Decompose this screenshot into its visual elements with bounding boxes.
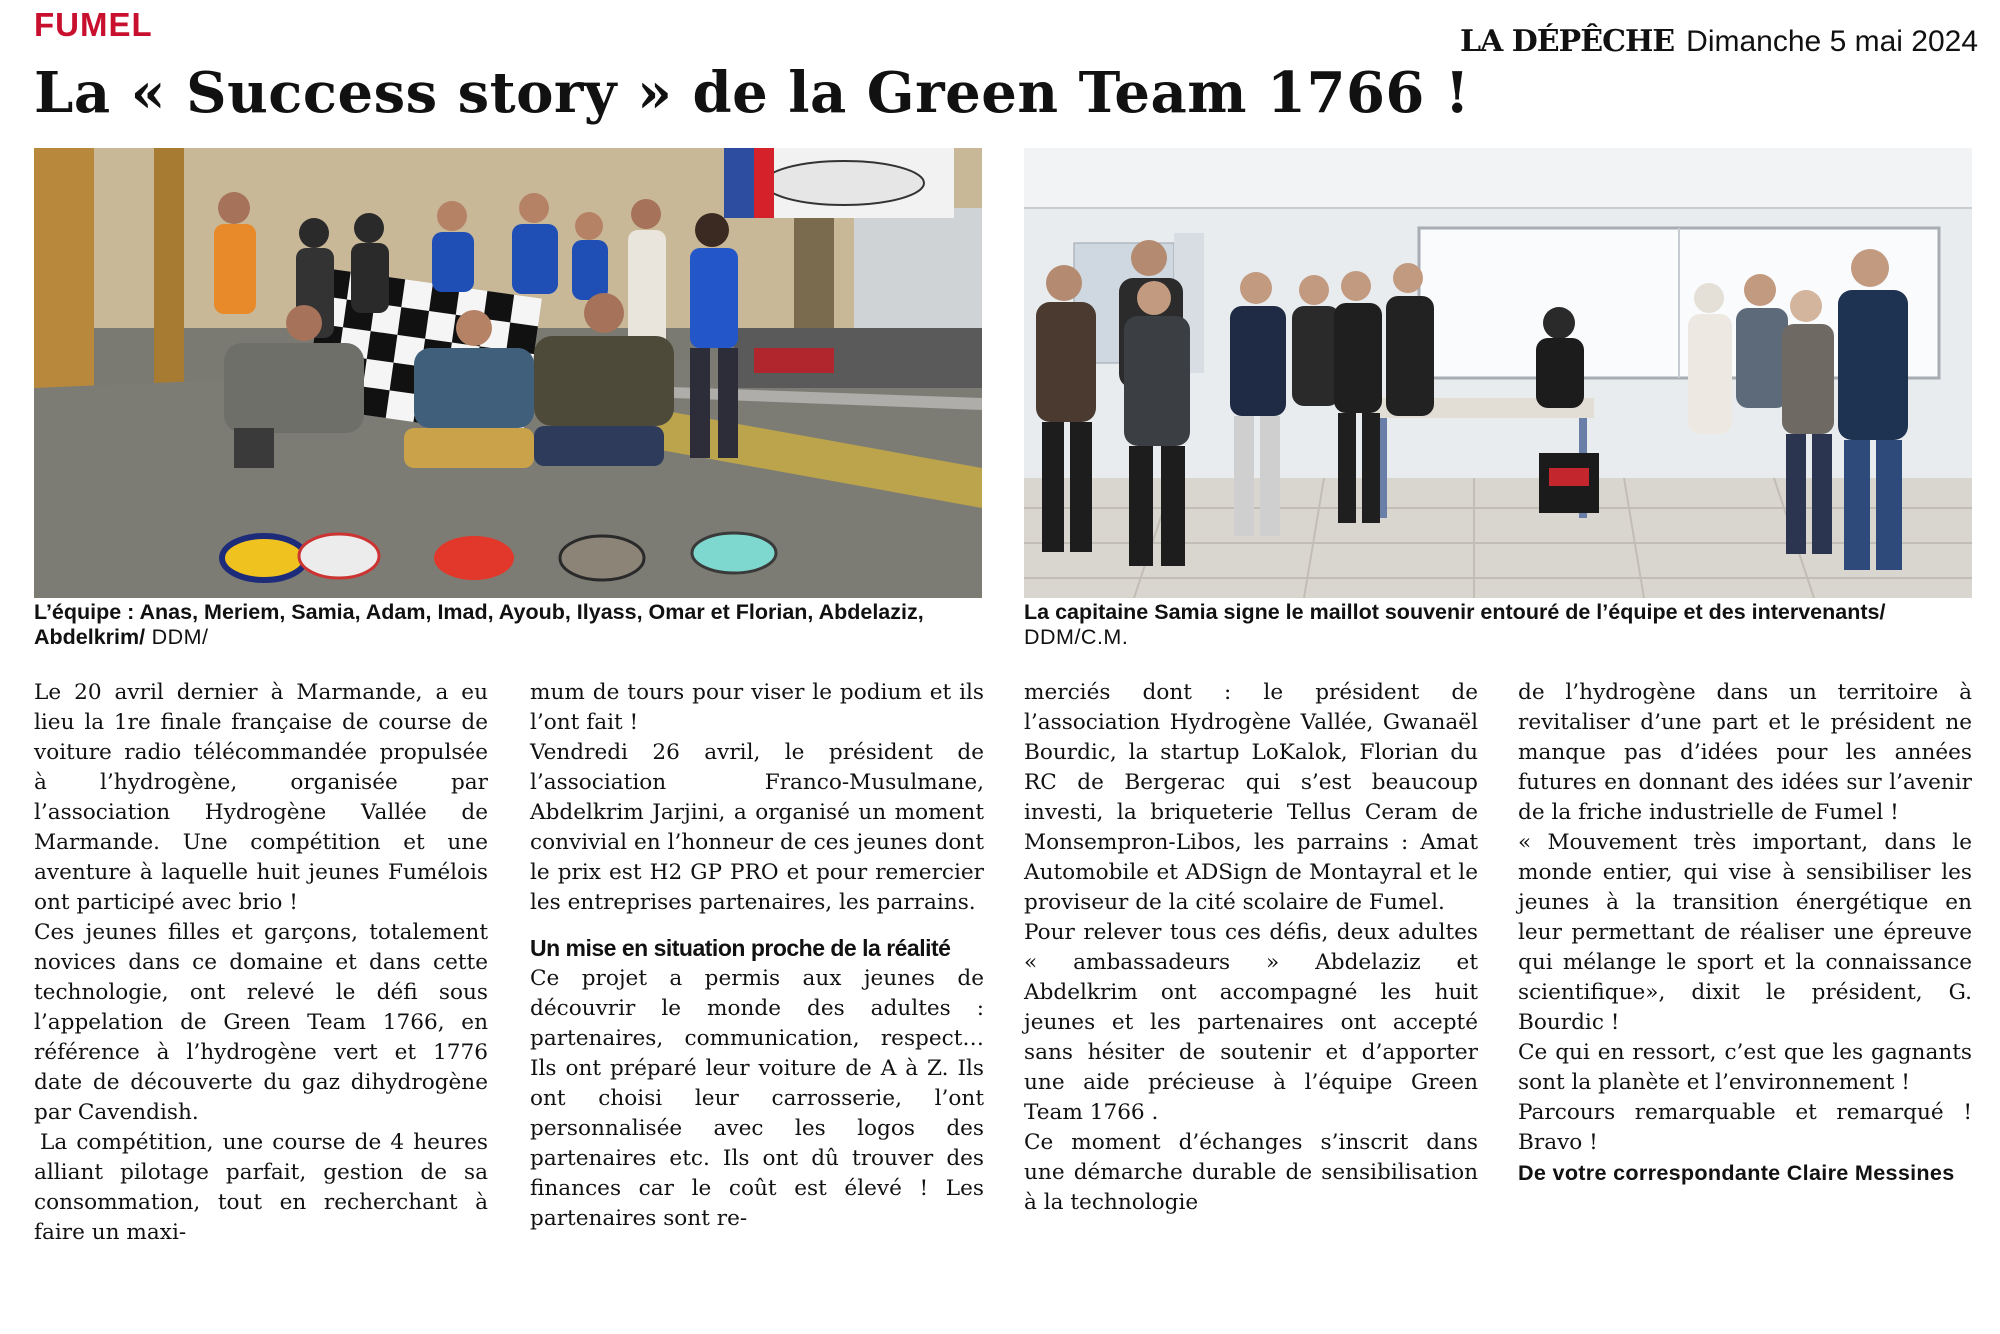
paragraph: Ces jeunes filles et garçons, totalement novices dans ce domaine et dans cette technologie, ont relevé le défi sous l’appelation de Green Team 1766, en référence à l’hydrogène vert et 1776 date de découverte du gaz dihydrogène par Cavendish. [34,920,488,1125]
paragraph: mum de tours pour viser le podium et ils l’ont fait ! [530,680,984,735]
author-signature: De votre correspondante Claire Messines [1518,1160,1955,1185]
paragraph: « Mouvement très important, dans le monde entier, qui vise à sensibiliser les jeunes à la transition énergétique en leur permettant de réaliser une épreuve qui mélange le sport et la connaissance scientifique», dixit le président, G. Bourdic ! [1518,830,1972,1035]
newspaper-name: LA DÉPÊCHE [1459,24,1675,59]
headline: La « Success story » de la Green Team 1766 ! [34,60,1470,126]
ceremony-caption-credit: DDM/C.M. [1024,625,1129,649]
ceremony-caption-text: La capitaine Samia signe le maillot souvenir entouré de l’équipe et des intervenants/ [1024,600,1886,624]
ceremony-photo-caption [1024,600,1972,650]
article-column-3 [1024,678,1478,1218]
paragraph: de l’hydrogène dans un territoire à revitaliser d’une part et le président ne manque pas d’idées pour les années futures en donnant des idées sur l’avenir de la friche industrielle de Fumel ! [1518,680,1972,825]
team-caption-text: L’équipe : Anas, Meriem, Samia, Adam, Imad, Ayoub, Ilyass, Omar et Florian, Abdelaziz, Abdelkrim/ [34,600,924,649]
paragraph: La compétition, une course de 4 heures alliant pilotage parfait, gestion de sa consommation, tout en recherchant à faire un maxi- [34,1130,488,1245]
article-column-1 [34,678,488,1248]
paragraph: Parcours remarquable et remarqué ! Bravo ! [1518,1100,1972,1155]
article-column-4 [1518,678,1972,1188]
paragraph: Ce moment d’échanges s’inscrit dans une démarche durable de sensibilisation à la technologie [1024,1130,1478,1215]
paragraph: Ce projet a permis aux jeunes de découvrir le monde des adultes : partenaires, communication, respect… Ils ont préparé leur voiture de A à Z. Ils ont choisi leur carrosserie, l’ont personnalisée avec les logos des partenaires etc. Ils ont dû trouver des finances car le coût est élevé ! Les partenaires sont re- [530,966,984,1231]
paragraph: Ce qui en ressort, c’est que les gagnants sont la planète et l’environnement ! [1518,1040,1972,1095]
team-photo [34,148,982,598]
paragraph: Pour relever tous ces défis, deux adultes « ambassadeurs » Abdelaziz et Abdelkrim ont accompagné les huit jeunes et les partenaires ont accepté sans hésiter de soutenir et d’apporter une aide précieuse à l’équipe Green Team 1766 . [1024,920,1478,1125]
paragraph: Le 20 avril dernier à Marmande, a eu lieu la 1re finale française de course de voiture radio télécommandée propulsée à l’hydrogène, organisée par l’association Hydrogène Vallée de Marmande. Une compétition et une aventure à laquelle huit jeunes Fumélois ont participé avec brio ! [34,680,488,915]
subheading: Un mise en situation proche de la réalité [530,935,951,961]
masthead [1460,24,1978,59]
article-column-2 [530,678,984,1234]
ceremony-photo-illustration [1024,148,1972,598]
paragraph: Vendredi 26 avril, le président de l’association Franco-Musulmane, Abdelkrim Jarjini, a organisé un moment convivial en l’honneur de ces jeunes dont le prix est H2 GP PRO et pour remercier les entreprises partenaires, les parrains. [530,740,984,915]
ceremony-photo [1024,148,1972,598]
issue-date: Dimanche 5 mai 2024 [1686,25,1978,58]
team-photo-illustration [34,148,982,598]
section-label: FUMEL [34,6,153,43]
paragraph: merciés dont : le président de l’association Hydrogène Vallée, Gwanaël Bourdic, la startup LoKalok, Florian du RC de Bergerac qui s’est beaucoup investi, la briqueterie Tellus Ceram de Monsempron-Libos, les parrains : Amat Automobile et ADSign de Montayral et le proviseur de la cité scolaire de Fumel. [1024,680,1478,915]
team-photo-caption [34,600,982,650]
team-caption-credit: DDM/ [145,625,209,649]
